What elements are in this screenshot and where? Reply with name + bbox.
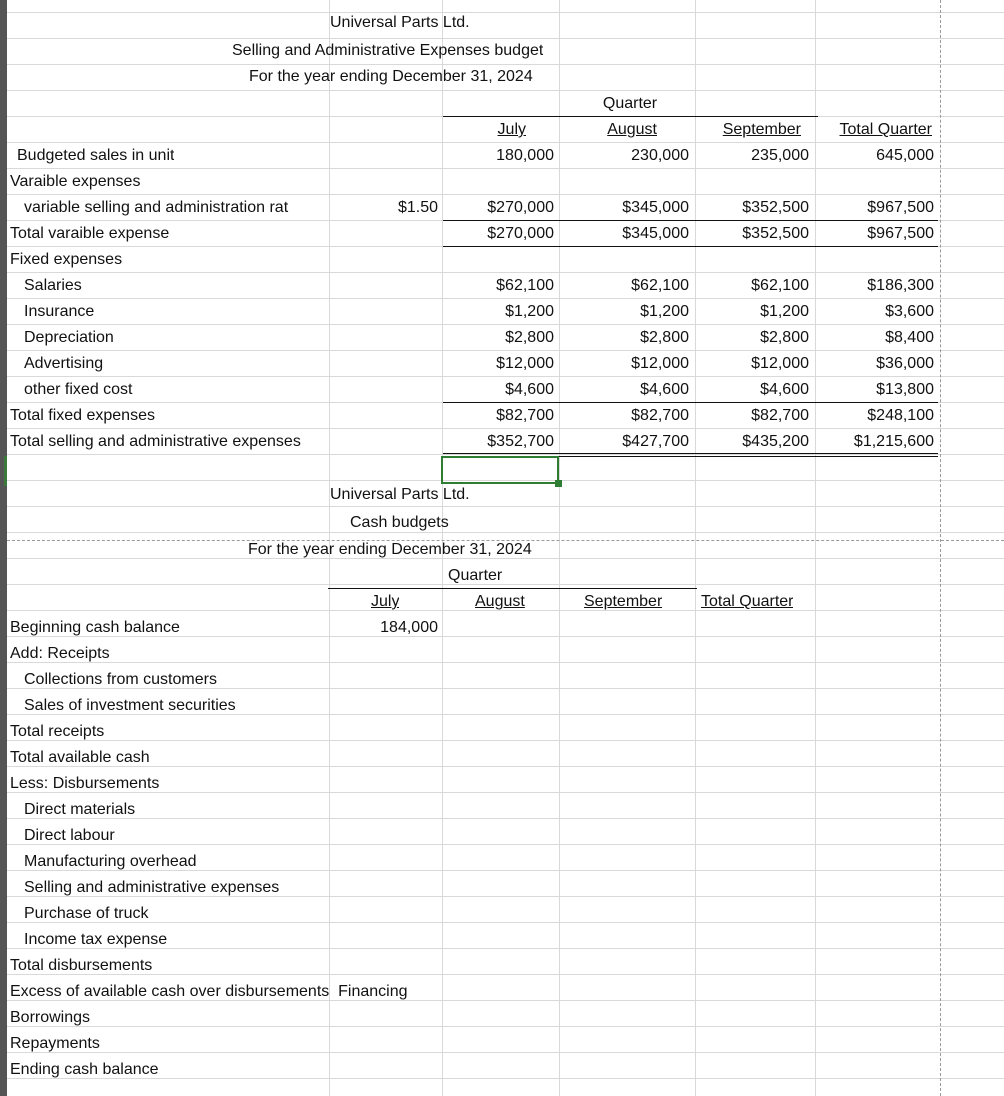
b1-fixed-header: Fixed expenses [10,251,123,268]
b1-varrate-sep: $352,500 [742,199,809,216]
row-gridline [7,532,1004,533]
b1-fixed-total: $8,400 [885,329,934,346]
b1-quarter-label: Quarter [602,95,658,112]
fill-handle[interactable] [555,480,562,487]
b1-fixed-aug: $12,000 [631,355,689,372]
b1-fixed-july: $2,800 [505,329,554,346]
row-gridline [7,740,1004,741]
b1-sales-sep: 235,000 [751,147,809,164]
b1-sales-aug: 230,000 [631,147,689,164]
active-row-indicator [4,456,7,486]
row-gridline [7,922,1004,923]
b2-row-label: Total available cash [10,749,150,766]
b1-sales-total: 645,000 [876,147,934,164]
row-gridline [7,1052,1004,1053]
b2-header-august: August [475,593,525,610]
b1-totvar-aug: $345,000 [622,225,689,242]
b1-fixed-july: $62,100 [496,277,554,294]
b1-varrate-label: variable selling and administration rat [24,199,289,216]
b2-header-september: September [584,593,663,610]
b1-fixed-aug: $1,200 [640,303,689,320]
row-gridline [7,584,1004,585]
b2-row-label: Direct materials [24,801,136,818]
b2-company: Universal Parts Ltd. [330,486,470,503]
b1-header-total: Total Quarter [839,121,932,138]
b1-header-august: August [607,121,657,138]
b1-varrate-rate: $1.50 [397,199,438,216]
b2-row-label: Purchase of truck [24,905,149,922]
b2-row-label: Income tax expense [24,931,168,948]
b1-totsa-sep: $435,200 [742,433,809,450]
b1-totfixed-sep: $82,700 [751,407,809,424]
b1-fixed-aug: $62,100 [631,277,689,294]
row-gridline [7,766,1004,767]
b1-fixed-july: $4,600 [505,381,554,398]
b2-row-label: Selling and administrative expenses [24,879,280,896]
b2-beginning-label: Beginning cash balance [10,619,180,636]
b2-title: Cash budgets [350,514,449,531]
b1-fixed-total: $3,600 [885,303,934,320]
b1-fixed-total: $186,300 [867,277,934,294]
b1-fixed-sep: $62,100 [751,277,809,294]
b2-row-label: Direct labour [24,827,115,844]
b2-beginning-july: 184,000 [380,619,438,636]
b1-fixed-sep: $4,600 [760,381,809,398]
b1-varrate-total: $967,500 [867,199,934,216]
b1-fixed-sep: $12,000 [751,355,809,372]
b2-period: For the year ending December 31, 2024 [248,541,532,558]
b1-company: Universal Parts Ltd. [330,14,470,31]
b1-fixed-july: $12,000 [496,355,554,372]
b1-totvar-underline [443,246,938,247]
b2-row-label: Repayments [10,1035,100,1052]
b2-row-label: Ending cash balance [10,1061,159,1078]
b2-header-july: July [371,593,400,610]
b2-row-label: Less: Disbursements [10,775,160,792]
b2-row-label: Total disbursements [10,957,153,974]
row-gridline [7,1026,1004,1027]
b1-fixed-sep: $1,200 [760,303,809,320]
row-gridline [7,506,1004,507]
b2-row-label: Add: Receipts [10,645,110,662]
b1-fixed-label: Depreciation [24,329,114,346]
b1-fixed-label: Insurance [24,303,95,320]
row-gridline [7,662,1004,663]
b1-totfixed-label: Total fixed expenses [10,407,155,424]
b1-fixed-aug: $4,600 [640,381,689,398]
b2-row-label: Collections from customers [24,671,217,688]
b1-totvar-total: $967,500 [867,225,934,242]
b2-row-label: Borrowings [10,1009,91,1026]
b2-header-total: Total Quarter [701,593,794,610]
row-gridline [7,12,1004,13]
b1-period: For the year ending December 31, 2024 [249,68,533,85]
b1-totvar-sep: $352,500 [742,225,809,242]
b1-varrate-aug: $345,000 [622,199,689,216]
b1-totsa-july: $352,700 [487,433,554,450]
row-gridline [7,844,1004,845]
row-gridline [7,818,1004,819]
b1-totfixed-total: $248,100 [867,407,934,424]
b2-row-label: Total receipts [10,723,105,740]
b1-variable-header: Varaible expenses [10,173,141,190]
b1-fixed-label: Advertising [24,355,104,372]
b2-row-label: Sales of investment securities [24,697,236,714]
b1-title: Selling and Administrative Expenses budget [232,42,544,59]
b1-fixed-label: Salaries [24,277,82,294]
b2-row-label: Excess of available cash over disbursements Financing [10,983,408,1000]
b1-sales-label: Budgeted sales in unit [17,147,175,164]
b1-totfixed-july: $82,700 [496,407,554,424]
b1-totvar-label: Total varaible expense [10,225,170,242]
row-gridline [7,974,1004,975]
row-header-edge [0,0,7,1096]
selected-cell[interactable] [441,456,559,484]
b1-header-july: July [497,121,526,138]
b1-fixed-total: $13,800 [876,381,934,398]
b1-totsa-label: Total selling and administrative expenses [10,433,301,450]
b1-totsa-aug: $427,700 [622,433,689,450]
b1-totsa-total: $1,215,600 [853,433,934,450]
b1-sales-july: 180,000 [496,147,554,164]
b2-row-label: Manufacturing overhead [24,853,197,870]
page-break-vertical [940,0,941,1096]
b1-fixed-total: $36,000 [876,355,934,372]
b1-header-september: September [722,121,801,138]
b1-fixed-july: $1,200 [505,303,554,320]
b1-fixed-label: other fixed cost [24,381,133,398]
b1-fixed-sep: $2,800 [760,329,809,346]
b1-fixed-aug: $2,800 [640,329,689,346]
row-gridline [7,90,1004,91]
b2-quarter-label: Quarter [448,567,503,584]
b1-varrate-july: $270,000 [487,199,554,216]
b1-totvar-july: $270,000 [487,225,554,242]
b1-totfixed-aug: $82,700 [631,407,689,424]
